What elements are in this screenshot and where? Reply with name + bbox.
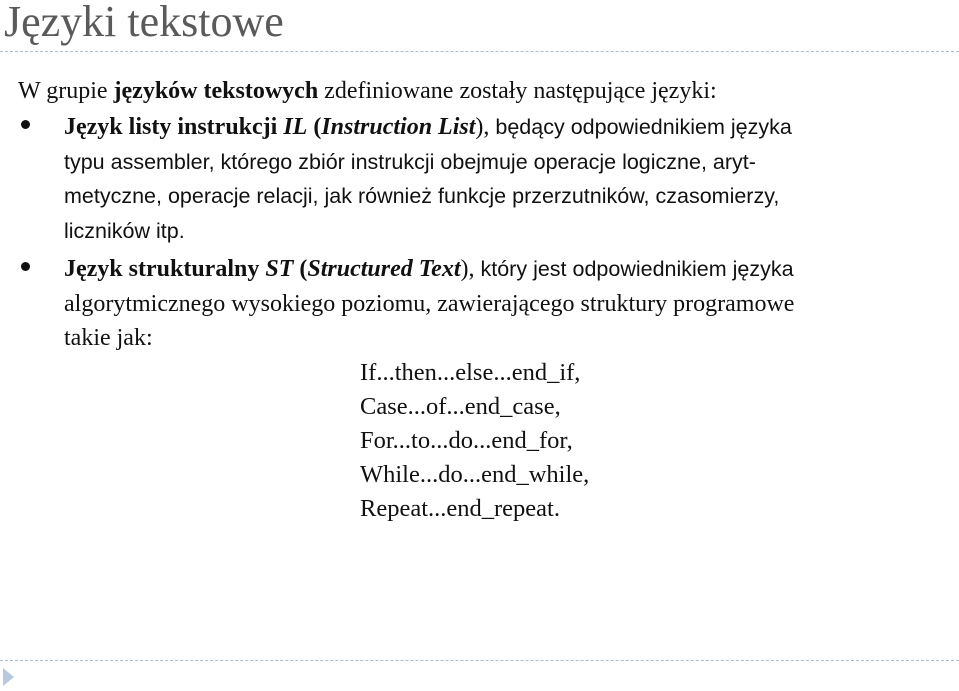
title-divider	[0, 51, 959, 52]
st-code-line: Repeat...end_repeat.	[360, 494, 560, 522]
st-code-line: Case...of...end_case,	[360, 392, 561, 420]
bullet-il-text	[64, 110, 958, 248]
bullet-st-abbr: ST	[265, 256, 294, 282]
bullet-item-il	[18, 110, 958, 248]
bullet-il-line2: typu assembler, którego zbiór instrukcji obejmuje operacje logiczne, aryt-	[64, 149, 756, 174]
bullet-item-st	[18, 252, 958, 526]
bullet-il-line4: liczników itp.	[64, 218, 185, 243]
slide-body	[18, 76, 958, 526]
bullet-il-paren-open: (	[307, 114, 322, 140]
slide-title: Języki tekstowe	[4, 0, 284, 46]
intro-text-before: W grupie	[18, 78, 114, 104]
bullet-st-lead: Język strukturalny	[64, 256, 266, 282]
bullet-il-lead: Język listy instrukcji	[64, 114, 284, 140]
st-code-line: If...then...else...end_if,	[360, 358, 581, 386]
bullet-st-english: Structured Text	[307, 256, 461, 282]
intro-paragraph	[18, 76, 958, 106]
bullet-st-text	[64, 252, 958, 356]
bullet-il-line3: metyczne, operacje relacji, jak również funkcje przerzutników, czasomierzy,	[64, 184, 780, 208]
bullet-dot-icon	[21, 262, 30, 271]
next-slide-arrow-icon[interactable]	[3, 668, 14, 686]
bullet-st-line2: algorytmicznego wysokiego poziomu, zawierającego struktury programowe	[64, 290, 795, 317]
bullet-il-paren-close: ),	[475, 114, 496, 140]
intro-bold: języków tekstowych	[113, 78, 319, 104]
bullet-st-line3: takie jak:	[64, 325, 153, 351]
footer-divider	[0, 660, 959, 661]
bullet-st-line1-rest: który jest odpowiednikiem języka	[480, 257, 794, 281]
bullet-il-abbr: IL	[283, 114, 308, 140]
intro-text-after: zdefiniowane zostały następujące języki:	[318, 78, 717, 104]
bullet-il-line1-rest: będący odpowiednikiem języka	[495, 115, 792, 139]
bullet-il-english: Instruction List	[321, 114, 476, 140]
st-code-list	[64, 356, 958, 526]
st-code-line: While...do...end_while,	[360, 460, 590, 488]
bullet-dot-icon	[21, 120, 30, 129]
bullet-st-paren-open: (	[293, 256, 308, 282]
st-code-line: For...to...do...end_for,	[360, 426, 573, 454]
bullet-st-paren-close: ),	[460, 256, 481, 282]
